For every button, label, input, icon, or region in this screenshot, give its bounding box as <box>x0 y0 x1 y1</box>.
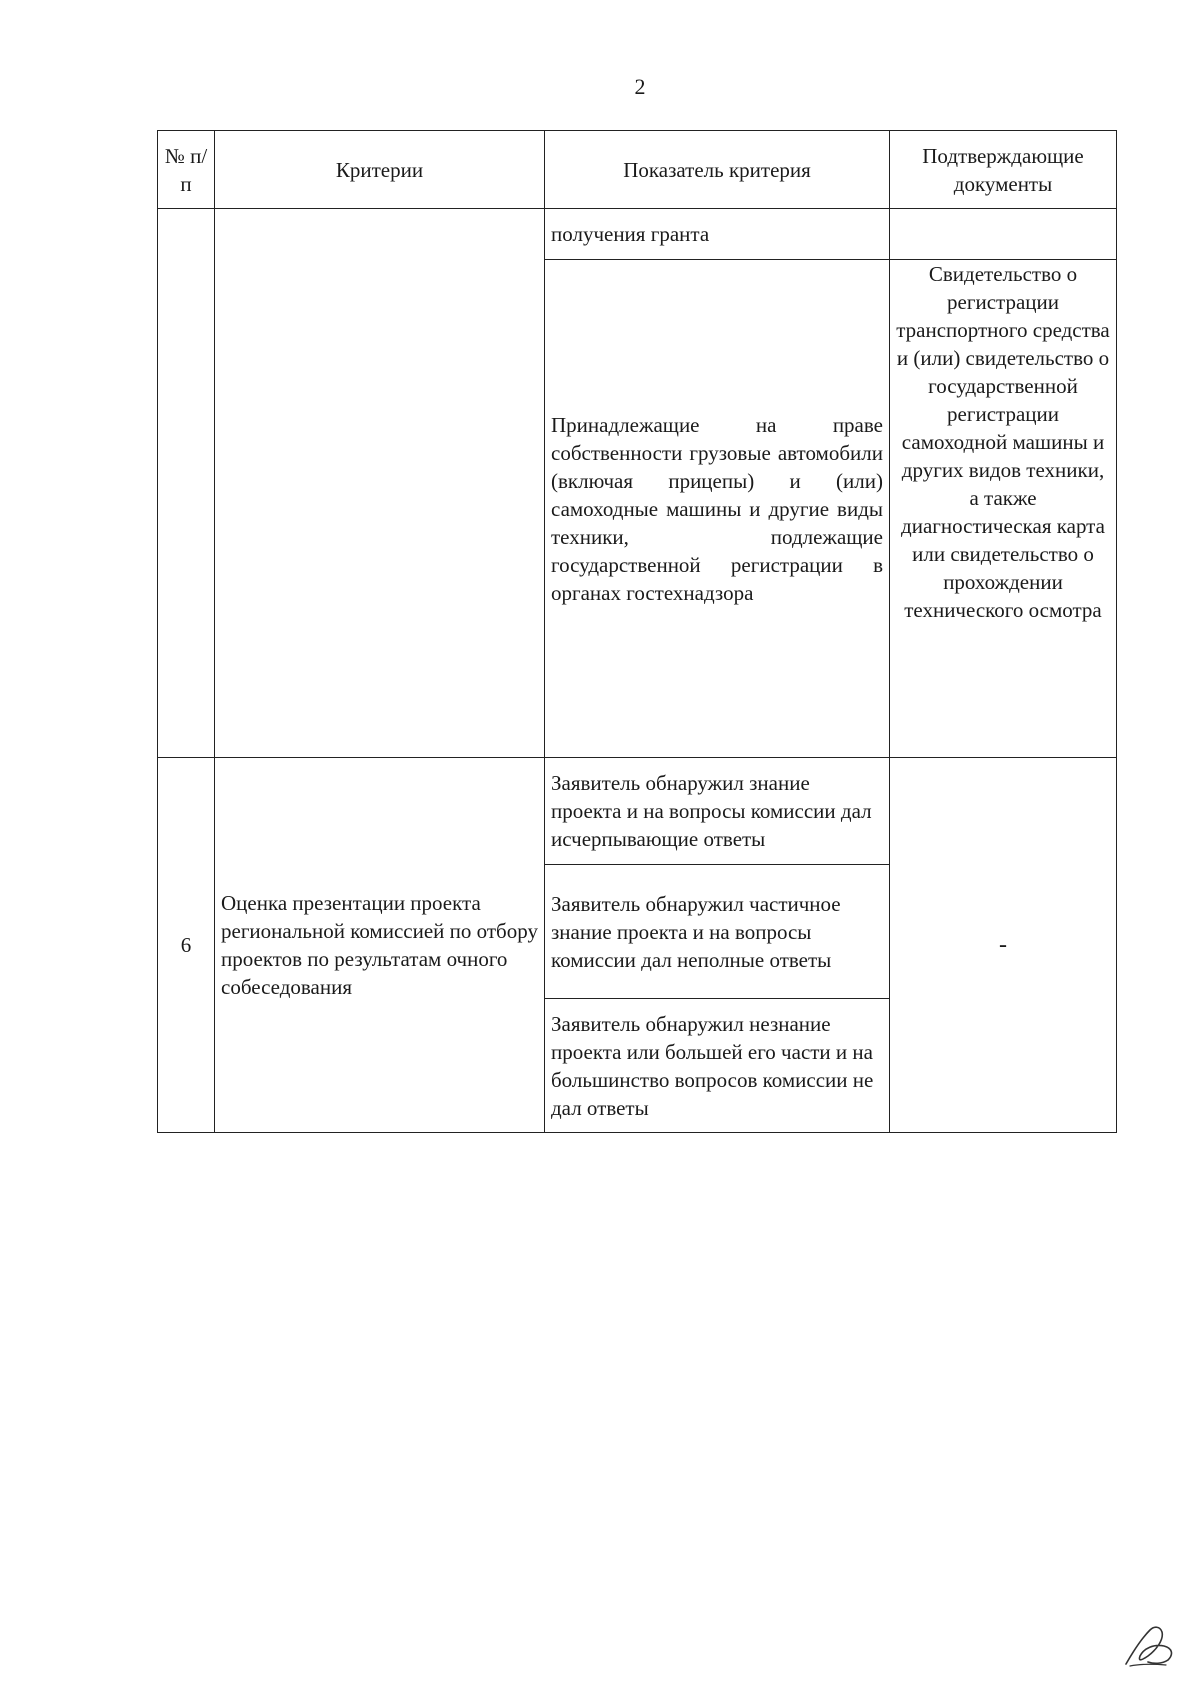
header-documents: Подтверждающие документы <box>890 131 1117 209</box>
criteria-cell-empty <box>215 209 545 758</box>
table-row <box>158 758 1117 865</box>
criteria-table <box>157 130 1117 1133</box>
indicator-cell: Заявитель обнаружил незнание проекта или большей его части и на большинство вопросов комиссии не дал ответы <box>545 999 890 1133</box>
num-cell-empty <box>158 209 215 758</box>
documents-cell-empty <box>890 209 1117 260</box>
num-cell: 6 <box>158 758 215 1133</box>
indicator-cell: Заявитель обнаружил частичное знание проекта и на вопросы комиссии дал неполные ответы <box>545 865 890 999</box>
criteria-cell: Оценка презентации проекта региональной комиссией по отбору проектов по результатам очного собеседования <box>215 758 545 1133</box>
documents-cell: - <box>890 758 1117 1133</box>
handwritten-signature-icon <box>1120 1620 1180 1670</box>
indicator-cell: Принадлежащие на праве собственности грузовые автомобили (включая прицепы) и (или) самоходные машины и другие виды техники, подлежащие государственной регистрации в органах гостехнадзора <box>545 260 890 758</box>
page-number: 2 <box>634 74 646 99</box>
header-indicator: Показатель критерия <box>545 131 890 209</box>
header-num: № п/п <box>158 131 215 209</box>
table-row <box>158 209 1117 260</box>
header-criteria: Критерии <box>215 131 545 209</box>
documents-cell: Свидетельство о регистрации транспортного средства и (или) свидетельство о государственной регистрации самоходной машины и других видов техники, а также диагностическая карта или свидетельство о прохождении технического осмотра <box>890 260 1117 758</box>
indicator-cell: получения гранта <box>545 209 890 260</box>
table-header-row <box>158 131 1117 209</box>
indicator-cell: Заявитель обнаружил знание проекта и на вопросы комиссии дал исчерпывающие ответы <box>545 758 890 865</box>
